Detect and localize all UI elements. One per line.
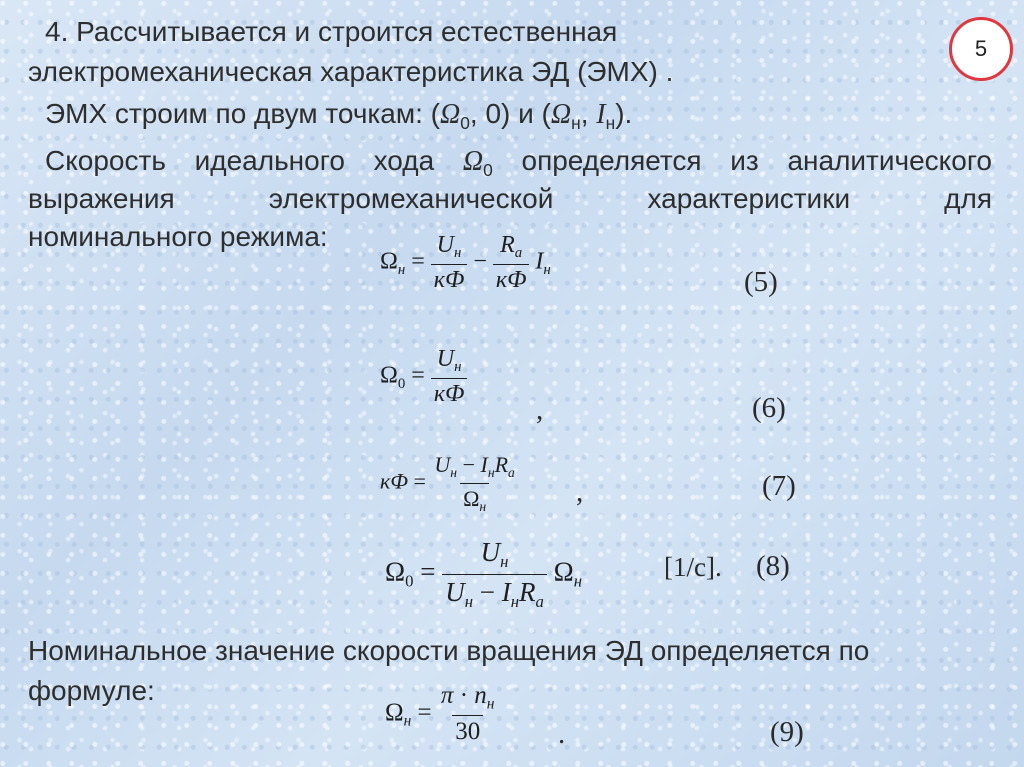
paragraph-4-line-2: формуле: <box>28 675 155 706</box>
equation-7-number: (7) <box>762 470 796 502</box>
eq5-tail-sub: н <box>543 261 551 278</box>
eq8-tail-sub: н <box>573 571 583 591</box>
p3-omega: Ω <box>462 146 484 177</box>
eq7-num-i: I <box>480 452 488 477</box>
p2-prefix: ЭМХ строим по двум точкам: ( <box>45 98 440 129</box>
equation-9-dot: . <box>558 718 566 750</box>
eq7-num-i-sub: н <box>487 464 495 480</box>
eq7-num-r: R <box>494 452 509 477</box>
eq9-lhs-sub: н <box>403 712 412 730</box>
eq9-den: 30 <box>455 718 481 746</box>
equation-9 <box>385 682 497 746</box>
p3-sub: 0 <box>483 160 493 181</box>
eq8-den-u: U <box>445 576 465 607</box>
eq6-equals: = <box>411 362 425 389</box>
equation-5-number: (5) <box>744 266 778 298</box>
eq5-f2-num: R <box>500 232 515 258</box>
eq7-num-u-sub: н <box>450 464 458 480</box>
eq8-den-u-sub: н <box>464 591 473 611</box>
eq8-fraction <box>442 537 547 612</box>
p2-current: I <box>596 99 606 130</box>
eq5-f2-den: кФ <box>495 267 527 294</box>
paragraph-3-line-2: выражения электромеханической характеристики для <box>28 183 992 214</box>
eq7-fraction <box>431 452 517 515</box>
p2-end: ). <box>615 98 633 129</box>
eq6-lhs: Ω <box>380 362 398 389</box>
eq9-num-n-sub: н <box>486 695 495 713</box>
p2-sub-0: 0 <box>460 113 470 134</box>
eq5-minus: − <box>473 248 487 275</box>
eq7-den-sub: н <box>479 498 487 514</box>
eq8-num: U <box>480 537 501 567</box>
eq5-tail: I <box>535 248 544 275</box>
eq8-den-i-sub: н <box>510 591 520 611</box>
eq6-f-num-sub: н <box>454 359 462 376</box>
p2-omega-n: Ω <box>550 99 572 130</box>
eq5-fraction-2 <box>493 232 530 294</box>
eq7-num-u: U <box>434 452 451 477</box>
eq8-den-minus: − <box>479 576 495 607</box>
p2-omega-0: Ω <box>440 99 461 130</box>
paragraph-1-line-2: электромеханическая характеристика ЭД (ЭМХ) . <box>28 56 674 87</box>
equation-6-comma: , <box>536 394 544 426</box>
eq9-lhs: Ω <box>385 698 404 726</box>
eq5-f1-num: U <box>436 232 455 258</box>
equation-5 <box>380 232 551 294</box>
equation-9-number: (9) <box>770 716 804 748</box>
equation-8 <box>385 537 582 612</box>
eq8-lhs: Ω <box>385 556 406 587</box>
equation-6-number: (6) <box>752 392 786 424</box>
eq7-den: Ω <box>463 485 480 511</box>
eq8-den-i: I <box>501 576 511 607</box>
eq5-lhs: Ω <box>380 248 398 275</box>
eq5-f1-den: кФ <box>433 267 465 294</box>
eq9-fraction <box>438 682 498 746</box>
eq9-num-pi: π <box>440 682 454 709</box>
eq8-equals: = <box>420 556 436 587</box>
p2-sub-n: н <box>571 113 581 134</box>
eq9-num-n: n <box>474 682 487 709</box>
eq5-equals: = <box>411 248 425 275</box>
eq8-lhs-sub: 0 <box>405 571 414 591</box>
equation-8-unit: [1/c]. <box>664 552 722 582</box>
eq7-lhs: кФ <box>380 468 408 494</box>
p3-line1-b: определяется из аналитического <box>492 145 992 176</box>
p2-mid: , 0) и ( <box>469 98 551 129</box>
eq6-lhs-sub: 0 <box>397 375 406 392</box>
eq6-f-num: U <box>436 346 455 372</box>
eq8-den-r-sub: а <box>535 591 544 611</box>
eq5-f2-num-sub: а <box>514 245 523 262</box>
equation-6 <box>380 346 467 408</box>
paragraph-4-line-1: Номинальное значение скорости вращения ЭД определяется по <box>28 635 870 666</box>
paragraph-1-line-1: 4. Рассчитывается и строится естественная <box>45 16 618 47</box>
eq5-lhs-sub: н <box>397 261 406 278</box>
eq8-num-sub: н <box>500 551 509 571</box>
slide-number: 5 <box>974 36 988 61</box>
eq9-num-dot: · <box>459 682 469 709</box>
eq5-f1-num-sub: н <box>454 245 462 262</box>
paragraph-2 <box>45 96 632 141</box>
equation-8-number: (8) <box>756 550 790 582</box>
eq7-num-r-sub: а <box>508 464 515 480</box>
eq8-tail: Ω <box>553 556 574 587</box>
p2-comma: , <box>580 98 597 129</box>
eq7-equals: = <box>413 468 426 494</box>
equation-7-comma: , <box>576 476 584 508</box>
p2-sub-i: н <box>605 113 616 134</box>
eq9-equals: = <box>417 698 432 726</box>
eq7-num-minus: − <box>462 452 475 477</box>
eq6-f-den: кФ <box>433 381 465 408</box>
eq8-den-r: R <box>519 576 536 607</box>
slide-number-badge <box>949 17 1013 81</box>
equation-7 <box>380 452 518 515</box>
p3-line1-a: Скорость идеального хода <box>45 145 463 176</box>
eq6-fraction <box>431 346 468 408</box>
eq5-fraction-1 <box>431 232 468 294</box>
paragraph-3-line-3: номинального режима: <box>28 221 328 252</box>
